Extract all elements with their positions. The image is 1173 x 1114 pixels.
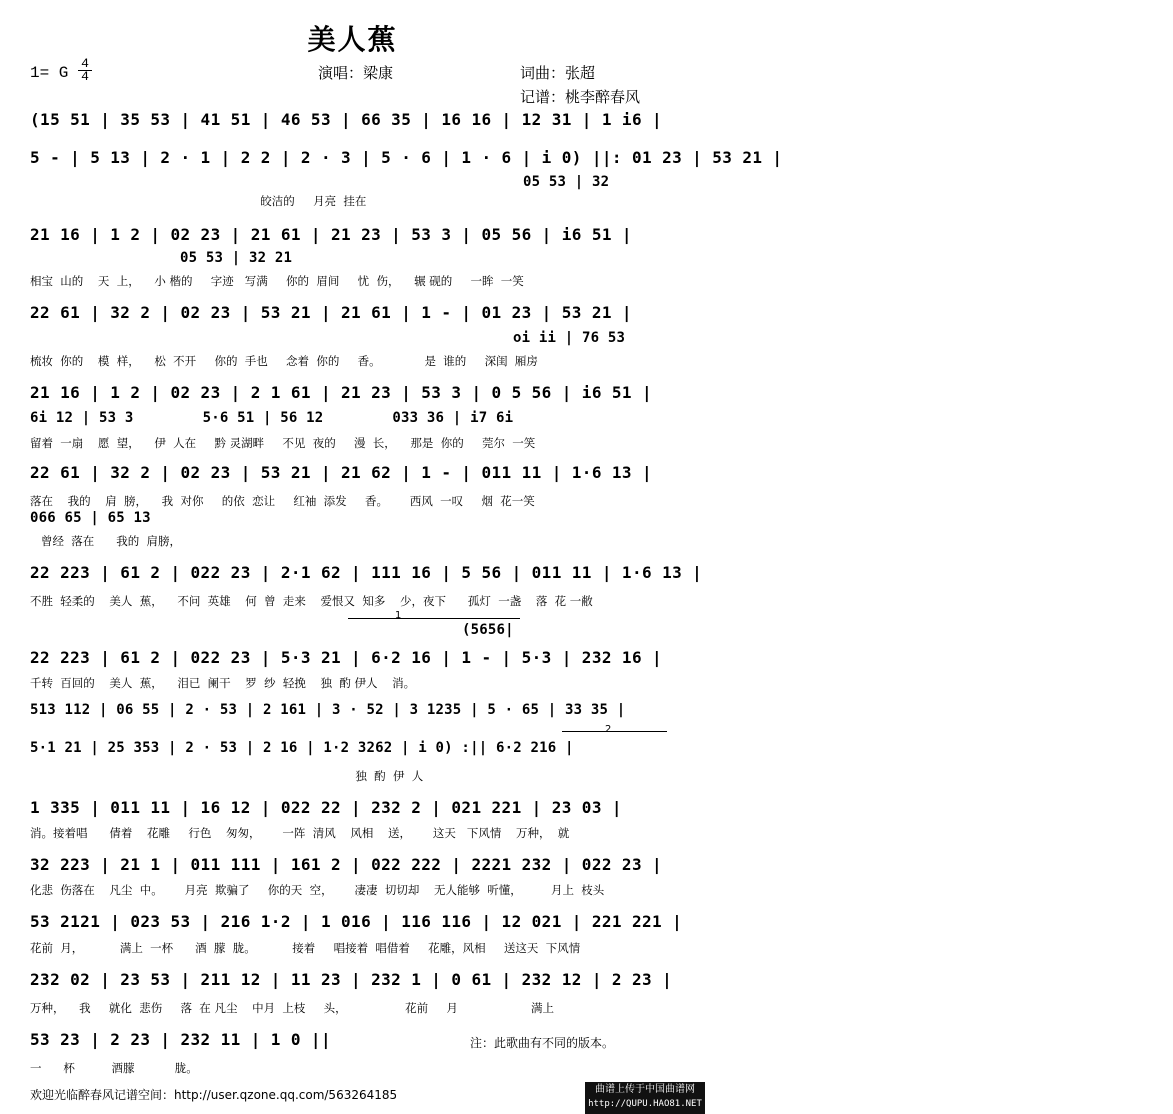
site-watermark xyxy=(585,1082,705,1114)
lyric-line: 独 酌 伊 人 xyxy=(30,769,424,783)
lyric-line: 皎洁的 月亮 挂在 xyxy=(30,194,367,208)
notation-line: 05 53 | 32 xyxy=(523,174,610,190)
notation-line: 05 53 | 32 21 xyxy=(180,250,293,266)
transcriber-credit: 记谱：桃李醉春风 xyxy=(520,88,641,106)
footer-credit: 欢迎光临醉春风记谱空间：http://user.qzone.qq.com/563264185 xyxy=(30,1088,398,1102)
notation-line: 53 2121 | 023 53 | 216 1·2 | 1 016 | 116 116 | 12 021 | 221 221 | xyxy=(30,912,683,931)
watermark-text: 曲谱上传于中国曲谱网 xyxy=(595,1084,695,1095)
time-signature-bottom: 4 xyxy=(81,69,89,84)
lyric-line: 一 杯 酒朦 胧。 xyxy=(30,1061,198,1075)
notation-line: 22 61 | 32 2 | 02 23 | 53 21 | 21 61 | 1 - | 01 23 | 53 21 | xyxy=(30,303,632,322)
lyric-line: 留着 一扇 愿 望， 伊 人在 黔 灵湖畔 不见 夜的 漫 长， 那是 你的 莞尔 一笑 xyxy=(30,436,536,450)
watermark-url: http://QUPU.HAO81.NET xyxy=(588,1099,702,1109)
notation-line: 22 223 | 61 2 | 022 23 | 5·3 21 | 6·2 16 | 1 - | 5·3 | 232 16 | xyxy=(30,648,663,667)
lyric-line: 消。接着唱 倩着 花雕 行色 匆匆， 一阵 清风 风相 送， 这天 下风情 万种， 就 xyxy=(30,826,570,840)
notation-line: 5·1 21 | 25 353 | 2 · 53 | 2 16 | 1·2 3262 | i 0) :|| 6·2 216 | xyxy=(30,740,574,756)
lyric-line: 梳妆 你的 模 样， 松 不开 你的 手也 念着 你的 香。 是 谁的 深闺 厢房 xyxy=(30,354,538,368)
notation-line: 232 02 | 23 53 | 211 12 | 11 23 | 232 1 | 0 61 | 232 12 | 2 23 | xyxy=(30,970,673,989)
notation-line: 32 223 | 21 1 | 011 111 | 161 2 | 022 222 | 2221 232 | 022 23 | xyxy=(30,855,663,874)
version-note: 注：此歌曲有不同的版本。 xyxy=(470,1036,615,1050)
notation-line: 53 23 | 2 23 | 232 11 | 1 0 || xyxy=(30,1030,331,1049)
first-ending-label: 1 xyxy=(395,610,402,621)
time-signature-top: 4 xyxy=(78,58,92,71)
time-signature xyxy=(78,58,92,83)
lyric-line: 化悲 伤落在 凡尘 中。 月亮 欺骗了 你的天 空， 凄凄 切切却 无人能够 听懂， 月上 枝头 xyxy=(30,883,605,897)
notation-line: 066 65 | 65 13 xyxy=(30,510,151,526)
song-title: 美人蕉 xyxy=(307,23,398,56)
notation-line: 1 335 | 011 11 | 16 12 | 022 22 | 232 2 | 021 221 | 23 03 | xyxy=(30,798,622,817)
notation-line: 21 16 | 1 2 | 02 23 | 2 1 61 | 21 23 | 53 3 | 0 5 56 | i6 51 | xyxy=(30,383,653,402)
notation-line: 22 61 | 32 2 | 02 23 | 53 21 | 21 62 | 1 - | 011 11 | 1·6 13 | xyxy=(30,463,653,482)
lyric-line: 曾经 落在 我的 肩膀， xyxy=(30,534,182,548)
notation-line: 5 - | 5 13 | 2 · 1 | 2 2 | 2 · 3 | 5 · 6 | 1 · 6 | i 0) ||: 01 23 | 53 21 | xyxy=(30,148,783,167)
key-signature: 1= G xyxy=(30,64,69,82)
notation-line: 22 223 | 61 2 | 022 23 | 2·1 62 | 111 16 | 5 56 | 011 11 | 1·6 13 | xyxy=(30,563,703,582)
singer-credit: 演唱：梁康 xyxy=(318,64,394,82)
notation-line: oi ii | 76 53 xyxy=(513,330,626,346)
notation-line: 513 112 | 06 55 | 2 · 53 | 2 161 | 3 · 52 | 3 1235 | 5 · 65 | 33 35 | xyxy=(30,702,626,718)
notation-line: 21 16 | 1 2 | 02 23 | 21 61 | 21 23 | 53 3 | 05 56 | i6 51 | xyxy=(30,225,632,244)
second-ending-label: 2 xyxy=(605,724,612,735)
notation-line: (15 51 | 35 53 | 41 51 | 46 53 | 66 35 | 16 16 | 12 31 | 1 i6 | xyxy=(30,110,663,129)
first-ending-bracket xyxy=(348,618,520,620)
lyric-line: 落在 我的 肩 膀， 我 对你 的依 恋让 红袖 添发 香。 西风 一叹 烟 花一笑 xyxy=(30,494,535,508)
lyric-line: 花前 月， 满上 一杯 酒 朦 胧。 接着 唱接着 唱借着 花雕，风相 送这天 下风情 xyxy=(30,941,581,955)
lyric-line: 万种， 我 就化 悲伤 落 在 凡尘 中月 上枝 头， 花前 月 满上 xyxy=(30,1001,555,1015)
lyric-line: 相宝 山的 天 上， 小 楷的 字迹 写满 你的 眉间 忧 伤， 辗 砚的 一眸 一笑 xyxy=(30,274,524,288)
composer-credit: 词曲：张超 xyxy=(520,64,596,82)
lyric-line: 千转 百回的 美人 蕉， 泪已 阑干 罗 纱 轻挽 独 酌 伊人 消。 xyxy=(30,676,416,690)
notation-line: 6i 12 | 53 3 5·6 51 | 56 12 033 36 | i7 6i xyxy=(30,410,514,426)
notation-line: (5656| xyxy=(462,622,514,638)
second-ending-bracket xyxy=(562,731,667,733)
lyric-line: 不胜 轻柔的 美人 蕉， 不问 英雄 何 曾 走来 爱恨又 知多 少，夜下 孤灯 一盏 落 花 一敝 xyxy=(30,594,593,608)
